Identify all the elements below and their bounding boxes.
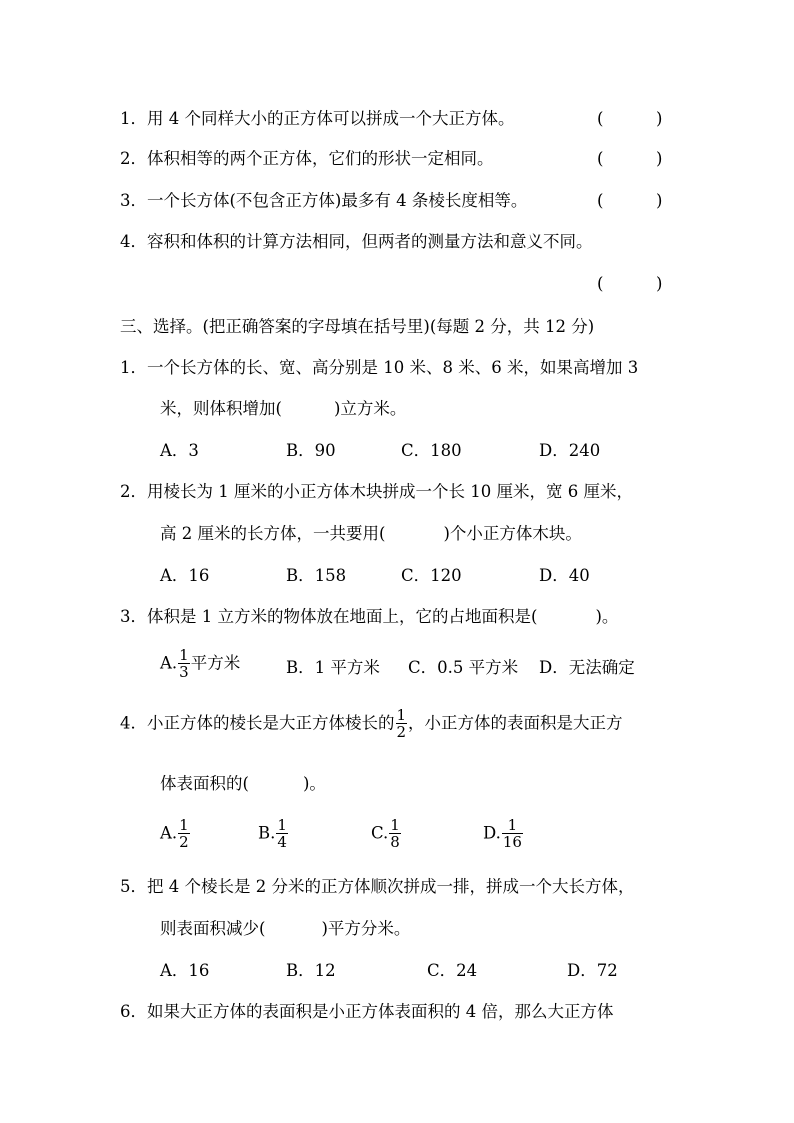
q4-option-a-fraction — [178, 818, 190, 850]
judge-item-1-number: 1． — [120, 109, 147, 128]
q2-option-c: C．120 — [401, 566, 462, 585]
q2-line-1: 2．用棱长为 1 厘米的小正方体木块拼成一个长 10 厘米，宽 6 厘米， — [120, 482, 633, 501]
q3-option-b: B．1 平方米 — [286, 658, 380, 677]
judge-item-2 — [120, 148, 494, 170]
q5-option-d: D．72 — [567, 961, 618, 980]
q4-option-a-prefix: A. — [160, 823, 178, 843]
judge-item-1 — [120, 108, 515, 130]
q4-option-b-fraction — [276, 818, 288, 850]
q4-option-b-prefix: B. — [258, 823, 276, 843]
q4-option-d-fraction — [502, 818, 523, 850]
judge-answer-1-close: ) — [656, 109, 663, 128]
q3-line-1-end: )。 — [595, 607, 619, 626]
judge-answer-3-close: ) — [656, 191, 663, 210]
judge-item-3 — [120, 190, 527, 212]
judge-item-2-number: 2． — [120, 149, 147, 168]
judge-item-4-text: 容积和体积的计算方法相同，但两者的测量方法和意义不同。 — [147, 232, 593, 251]
q3-option-a-prefix: A. — [160, 653, 178, 673]
q5-line-2-end: )平方分米。 — [321, 919, 411, 938]
q5-line-2 — [160, 918, 410, 940]
q3-option-a-unit: 平方米 — [190, 653, 241, 673]
q4-option-d-numerator: 1 — [502, 818, 523, 834]
q3-option-a-numerator: 1 — [179, 646, 189, 664]
q5-option-b: B．12 — [286, 961, 336, 980]
q3-option-d: D．无法确定 — [539, 658, 635, 677]
q2-line-2 — [160, 523, 582, 545]
q5-option-c: C．24 — [427, 961, 478, 980]
q2-option-d: D．40 — [539, 566, 590, 585]
q1-option-c: C．180 — [401, 441, 462, 460]
q5-line-2-start: 则表面积减少( — [160, 919, 266, 938]
q4-option-b — [258, 818, 289, 850]
q1-line-2-start: 米，则体积增加( — [160, 399, 282, 418]
q4-option-a-denominator: 2 — [179, 833, 189, 851]
judge-answer-4-open: ( — [597, 274, 604, 293]
q4-line-1-start: 4．小正方体的棱长是大正方体棱长的 — [120, 713, 395, 733]
q1-option-b: B．90 — [286, 441, 336, 460]
q4-option-c-prefix: C. — [371, 823, 389, 843]
q3-line-1-start: 3．体积是 1 立方米的物体放在地面上，它的占地面积是( — [120, 607, 538, 626]
q1-line-2-end: )立方米。 — [333, 399, 407, 418]
q2-option-b: B．158 — [286, 566, 347, 585]
judge-answer-4-close: ) — [656, 274, 663, 293]
judge-item-3-number: 3． — [120, 191, 147, 210]
judge-answer-2-open: ( — [597, 149, 604, 168]
q4-option-b-numerator: 1 — [277, 816, 287, 834]
q3-option-a-denominator: 3 — [179, 663, 189, 681]
q4-line-2 — [160, 773, 326, 795]
q1-line-1: 1．一个长方体的长、宽、高分别是 10 米、8 米、6 米，如果高增加 3 — [120, 358, 639, 377]
q4-option-d-denominator: 16 — [502, 833, 522, 851]
judge-answer-2-close: ) — [656, 149, 663, 168]
q4-option-c-denominator: 8 — [390, 833, 400, 851]
q4-option-a — [160, 818, 191, 850]
judge-item-4-number: 4． — [120, 232, 147, 251]
q4-option-b-denominator: 4 — [277, 833, 287, 851]
q6-line-1: 6．如果大正方体的表面积是小正方体表面积的 4 倍，那么大正方体 — [120, 1002, 614, 1021]
q4-line-1 — [120, 708, 623, 740]
judge-answer-1-open: ( — [597, 109, 604, 128]
q4-option-c-fraction — [389, 818, 401, 850]
q5-option-a: A．16 — [160, 961, 210, 980]
q2-line-2-start: 高 2 厘米的长方体，一共要用( — [160, 524, 386, 543]
q3-line-1 — [120, 606, 618, 628]
q4-line-1-end: ，小正方体的表面积是大正方 — [408, 713, 623, 733]
q4-ratio-fraction — [396, 708, 408, 740]
judge-item-4 — [120, 231, 593, 253]
q4-option-c-numerator: 1 — [390, 816, 400, 834]
q4-ratio-denominator: 2 — [396, 723, 407, 741]
judge-item-2-text: 体积相等的两个正方体，它们的形状一定相同。 — [147, 149, 494, 168]
q3-option-a — [160, 648, 240, 680]
judge-item-3-text: 一个长方体(不包含正方体)最多有 4 条棱长度相等。 — [147, 191, 528, 210]
section-3-title: 三、选择。(把正确答案的字母填在括号里)(每题 2 分，共 12 分) — [120, 317, 595, 336]
q4-option-c — [371, 818, 402, 850]
q2-option-a: A．16 — [160, 566, 210, 585]
q4-option-d-prefix: D. — [483, 823, 501, 843]
q4-ratio-numerator: 1 — [396, 706, 407, 724]
q4-option-d — [483, 818, 524, 850]
q5-line-1: 5．把 4 个棱长是 2 分米的正方体顺次拼成一排，拼成一个大长方体， — [120, 877, 635, 896]
judge-answer-3-open: ( — [597, 191, 604, 210]
q1-option-d: D．240 — [539, 441, 601, 460]
q1-option-a: A．3 — [160, 441, 199, 460]
q4-line-2-start: 体表面积的( — [160, 774, 249, 793]
q3-option-c: C．0.5 平方米 — [408, 658, 519, 677]
q2-line-2-end: )个小正方体木块。 — [443, 524, 582, 543]
judge-item-1-text: 用 4 个同样大小的正方体可以拼成一个大正方体。 — [147, 109, 515, 128]
q4-option-a-numerator: 1 — [179, 816, 189, 834]
q1-line-2 — [160, 398, 406, 420]
q3-option-a-fraction — [178, 648, 190, 680]
q4-line-2-end: )。 — [302, 774, 326, 793]
